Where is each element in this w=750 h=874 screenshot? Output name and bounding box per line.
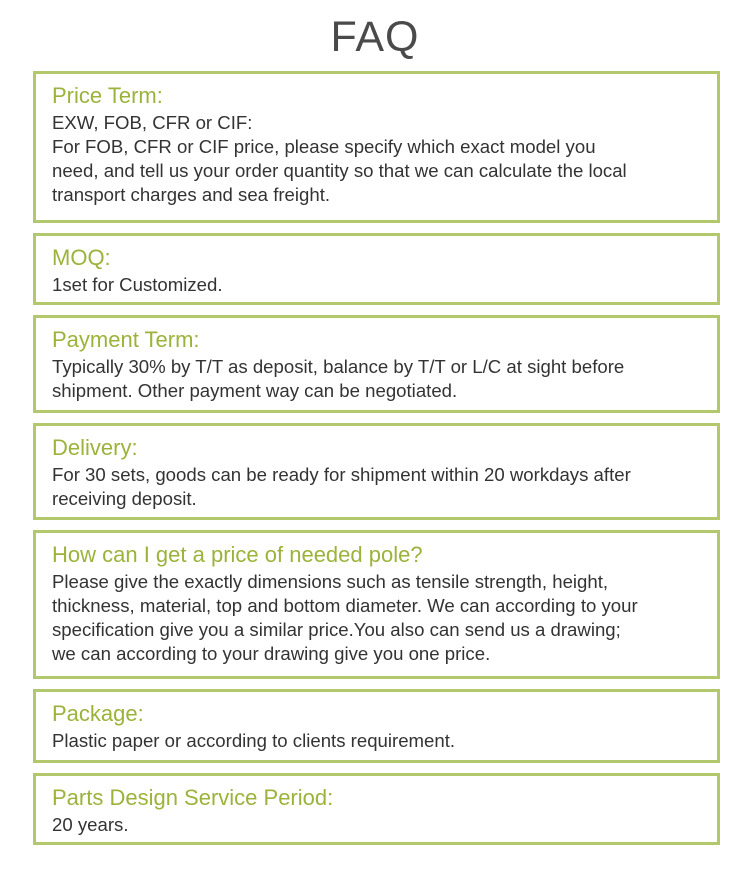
faq-text-line: 1set for Customized.	[52, 274, 223, 295]
faq-heading: How can I get a price of needed pole?	[52, 542, 423, 567]
faq-section-package	[33, 689, 720, 763]
faq-text-line: For 30 sets, goods can be ready for shipment within 20 workdays after	[52, 464, 631, 485]
faq-heading: Parts Design Service Period:	[52, 785, 334, 810]
faq-text-line: thickness, material, top and bottom diameter. We can according to your	[52, 595, 638, 616]
faq-section-price-term	[33, 71, 720, 223]
faq-section-parts-design-period	[33, 773, 720, 845]
faq-heading: Price Term:	[52, 83, 163, 108]
faq-text-line: transport charges and sea freight.	[52, 184, 331, 205]
faq-section-moq	[33, 233, 720, 305]
faq-text-line: Typically 30% by T/T as deposit, balance by T/T or L/C at sight before	[52, 356, 625, 377]
faq-text-line: shipment. Other payment way can be negotiated.	[52, 380, 458, 401]
faq-section-payment-term	[33, 315, 720, 413]
faq-text-line: specification give you a similar price.You also can send us a drawing;	[52, 619, 621, 640]
faq-text-line: need, and tell us your order quantity so that we can calculate the local	[52, 160, 627, 181]
faq-heading: Package:	[52, 701, 144, 726]
faq-heading: Payment Term:	[52, 327, 200, 352]
faq-text-line: Please give the exactly dimensions such as tensile strength, height,	[52, 571, 609, 592]
faq-section-pole-price	[33, 530, 720, 679]
faq-text-line: receiving deposit.	[52, 488, 197, 509]
faq-heading: Delivery:	[52, 435, 138, 460]
faq-text-line: we can according to your drawing give you one price.	[52, 643, 491, 664]
faq-text-line: 20 years.	[52, 814, 129, 835]
faq-text-line: Plastic paper or according to clients requirement.	[52, 730, 456, 751]
faq-section-delivery	[33, 423, 720, 520]
page-title: FAQ	[330, 13, 420, 61]
faq-heading: MOQ:	[52, 245, 111, 270]
faq-text-line: For FOB, CFR or CIF price, please specify which exact model you	[52, 136, 596, 157]
faq-text-line: EXW, FOB, CFR or CIF:	[52, 112, 253, 133]
